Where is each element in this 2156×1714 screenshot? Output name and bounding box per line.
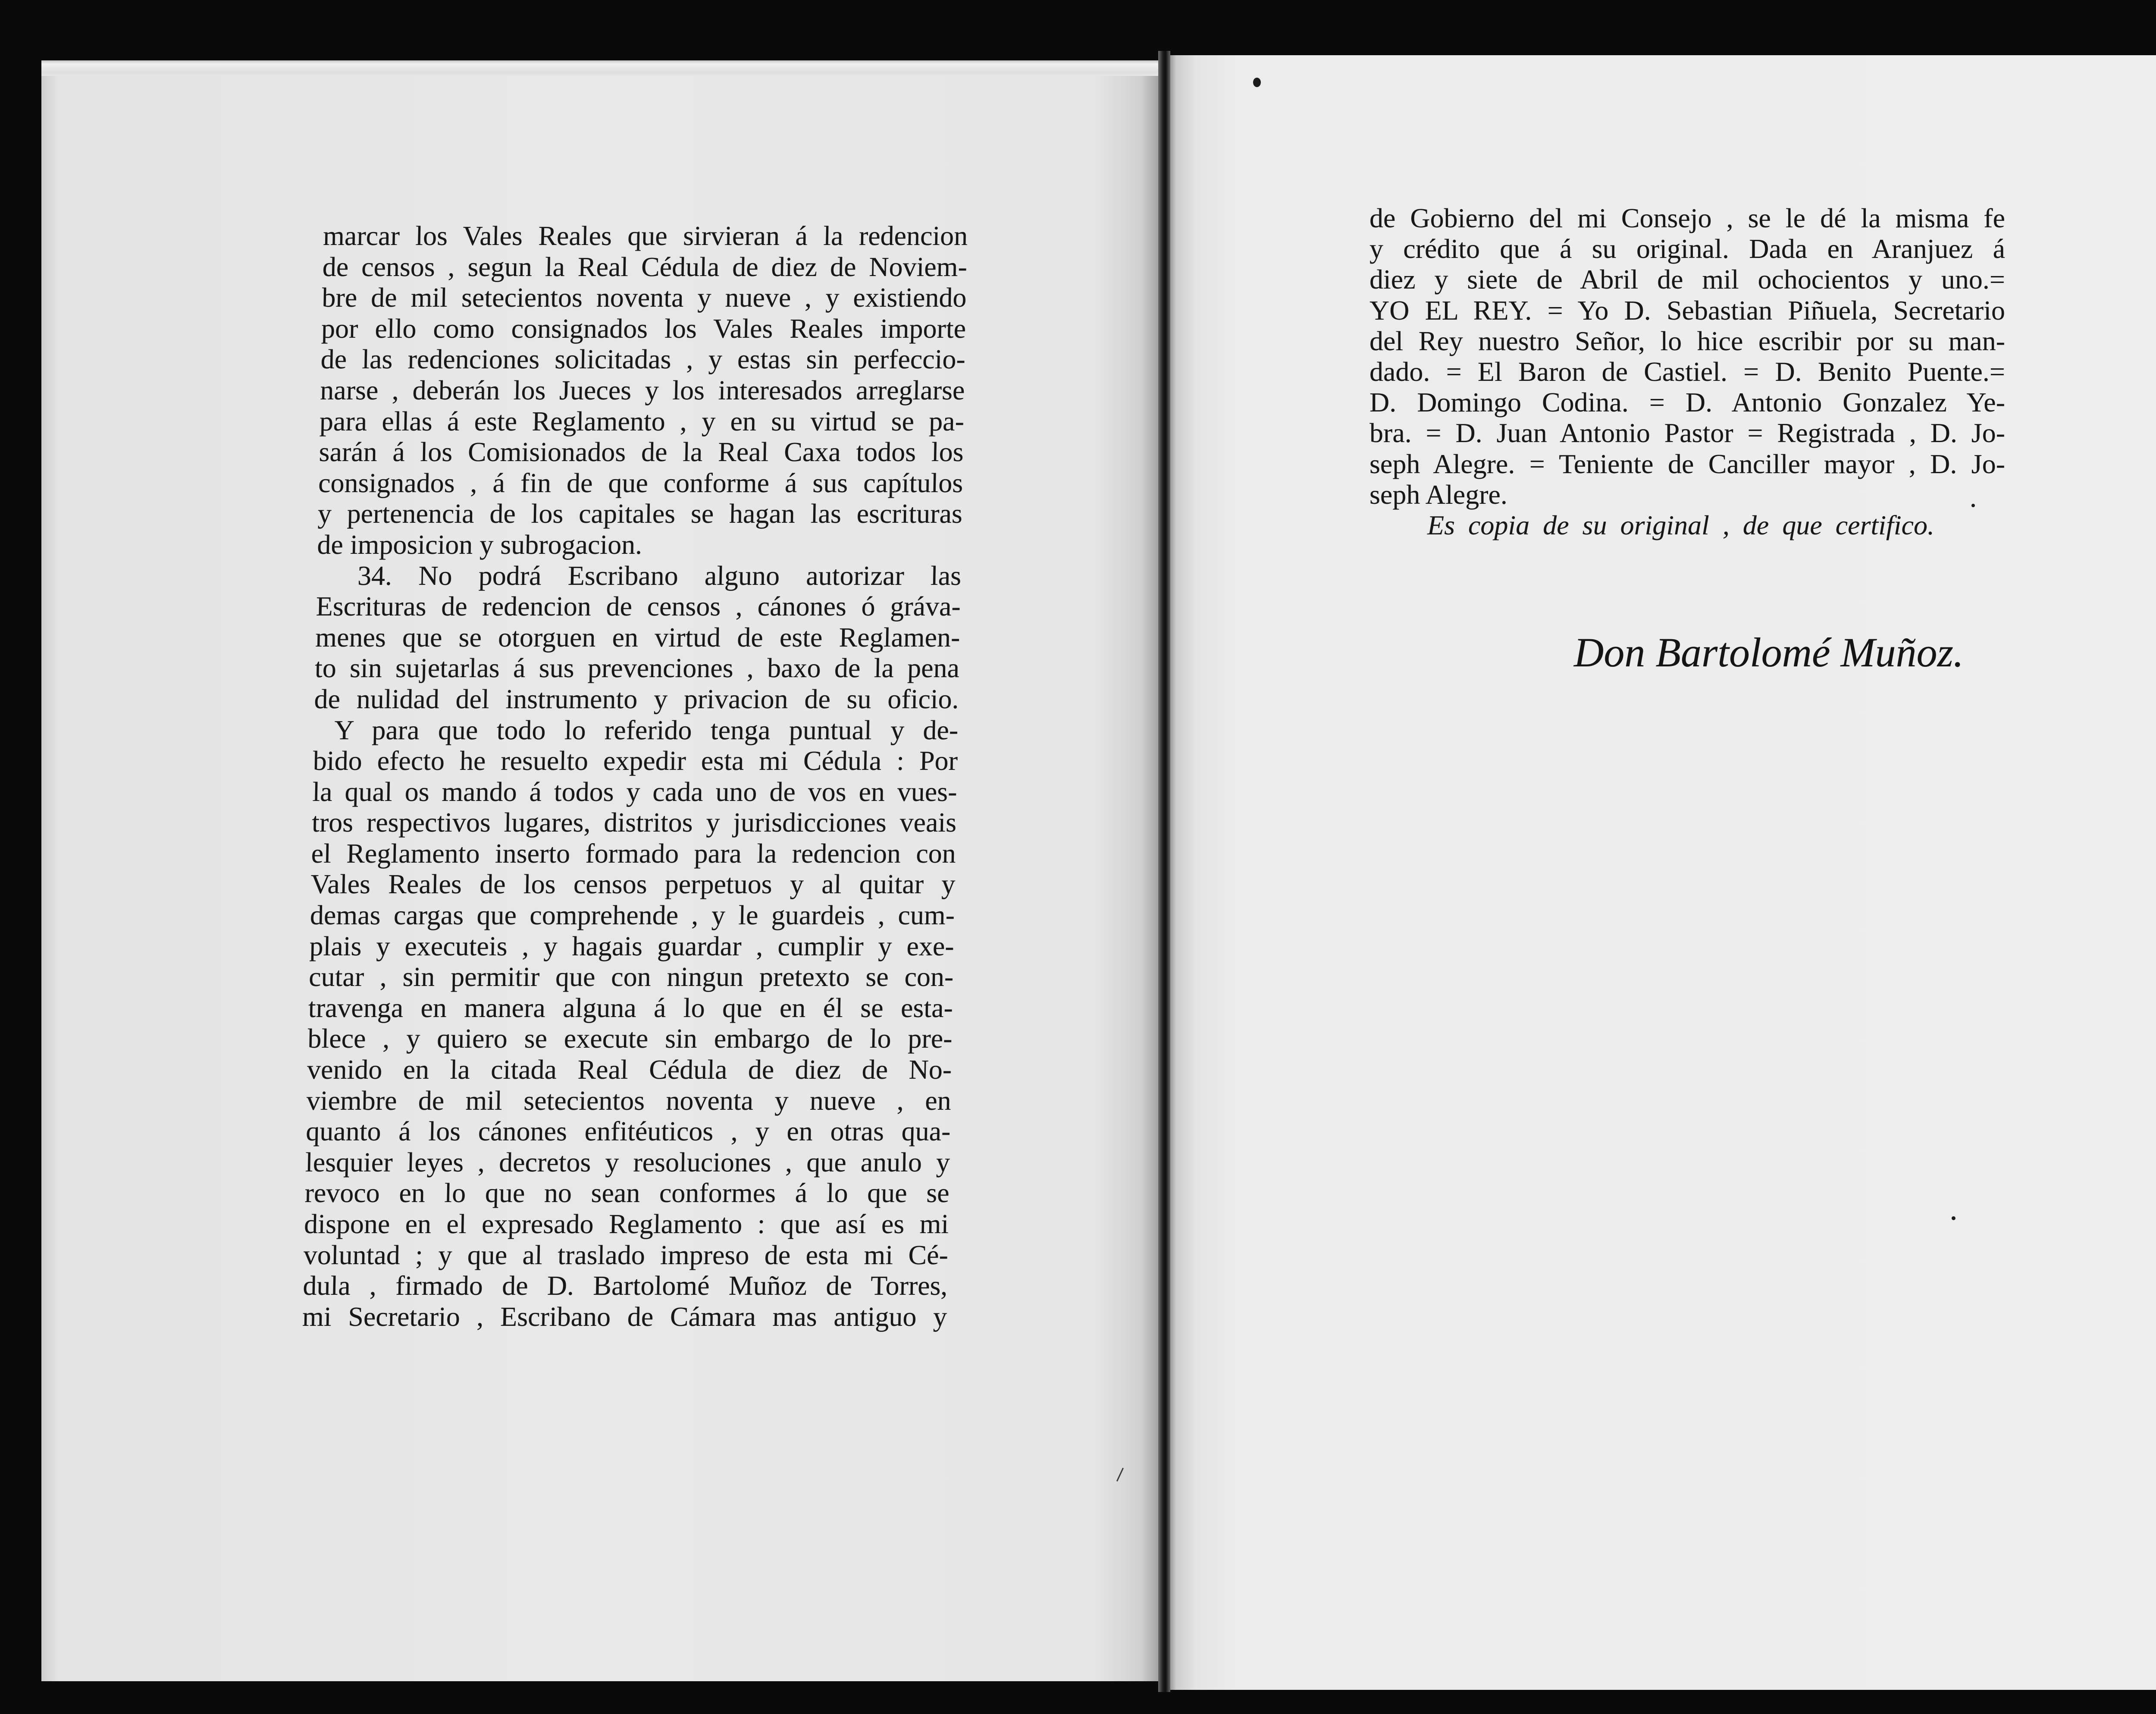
text-line: seph Alegre. = Teniente de Canciller mayor , D. Jo- xyxy=(1369,448,2005,479)
text-line: por ello como consignados los Vales Reales importe xyxy=(321,313,966,344)
ink-speck xyxy=(1253,78,1261,87)
certification-line: Es copia de su original , de que certifico. xyxy=(1427,510,1934,541)
text-line: Vales Reales de los censos perpetuos y al quitar y xyxy=(310,869,956,900)
paper-scratch xyxy=(1116,1468,1124,1482)
text-line: D. Domingo Codina. = D. Antonio Gonzalez Ye- xyxy=(1369,387,2005,418)
text-line: narse , deberán los Jueces y los interesados arreglarse xyxy=(320,374,965,405)
text-line: el Reglamento inserto formado para la redencion con xyxy=(311,838,956,869)
text-line: dispone en el expresado Reglamento : que así es mi xyxy=(304,1209,950,1239)
text-line: bre de mil setecientos noventa y nueve , y existiendo xyxy=(321,282,967,313)
text-line: viembre de mil setecientos noventa y nueve , en xyxy=(306,1085,952,1116)
text-line: la qual os mando á todos y cada uno de vos en vues- xyxy=(312,776,958,807)
text-line: YO EL REY. = Yo D. Sebastian Piñuela, Secretario xyxy=(1369,295,2005,326)
text-line: plais y executeis , y hagais guardar , cumplir y exe- xyxy=(309,930,955,961)
text-line: y pertenencia de los capitales se hagan las escrituras xyxy=(317,498,963,529)
left-page xyxy=(41,60,1158,1681)
text-line: marcar los Vales Reales que sirvieran á la redencion xyxy=(323,220,968,251)
text-line: bra. = D. Juan Antonio Pastor = Registrada , D. Jo- xyxy=(1369,418,2005,449)
text-line: revoco en lo que no sean conformes á lo que se xyxy=(304,1177,950,1209)
text-line: dado. = El Baron de Castiel. = D. Benito Puente.= xyxy=(1369,356,2005,387)
paragraph xyxy=(302,715,959,1332)
signature: Don Bartolomé Muñoz. xyxy=(1574,629,1964,675)
text-line: sarán á los Comisionados de la Real Caxa todos los xyxy=(319,436,964,468)
text-line: de Gobierno del mi Consejo , se le dé la misma fe xyxy=(1369,203,2005,233)
text-line: Escrituras de redencion de censos , cánones ó gráva- xyxy=(316,591,961,622)
text-line: quanto á los cánones enfitéuticos , y en otras qua- xyxy=(305,1116,951,1147)
ink-speck xyxy=(1971,504,1975,507)
text-line: diez y siete de Abril de mil ochocientos y uno.= xyxy=(1369,264,2005,295)
right-text-block xyxy=(1369,203,2005,540)
text-line: para ellas á este Reglamento , y en su virtud se pa- xyxy=(319,405,965,436)
text-line: de imposicion y subrogacion. xyxy=(317,529,642,560)
left-text-block xyxy=(302,220,968,1332)
book-spine xyxy=(1158,51,1170,1692)
text-line: menes que se otorguen en virtud de este Reglamen- xyxy=(315,622,961,653)
text-line: mi Secretario , Escribano de Cámara mas antiguo y xyxy=(302,1301,947,1332)
text-line: voluntad ; y que al traslado impreso de esta mi Cé- xyxy=(303,1239,949,1270)
text-line: bido efecto he resuelto expedir esta mi Cédula : Por xyxy=(313,745,958,776)
text-line: cutar , sin permitir que con ningun pretexto se con- xyxy=(308,961,954,992)
paragraph xyxy=(1369,203,2005,510)
paragraph xyxy=(314,560,962,715)
text-line: consignados , á fin de que conforme á sus capítulos xyxy=(318,467,964,498)
text-line: 34. No podrá Escribano alguno autorizar las xyxy=(357,560,962,591)
text-line: de censos , segun la Real Cédula de diez de Noviem- xyxy=(322,251,968,282)
text-line: de nulidad del instrumento y privacion de su oficio. xyxy=(314,683,959,714)
text-line: to sin sujetarlas á sus prevenciones , baxo de la pena xyxy=(314,653,960,684)
text-line: dula , firmado de D. Bartolomé Muñoz de Torres, xyxy=(302,1270,948,1301)
text-line: y crédito que á su original. Dada en Aranjuez á xyxy=(1369,233,2005,264)
ink-speck xyxy=(1952,1216,1955,1220)
text-line: travenga en manera alguna á lo que en él se esta- xyxy=(308,992,953,1023)
text-line: demas cargas que comprehende , y le guardeis , cum- xyxy=(310,900,955,931)
paragraph xyxy=(317,220,968,560)
text-line: Y para que todo lo referido tenga puntual y de- xyxy=(334,714,959,745)
text-line: del Rey nuestro Señor, lo hice escribir por su man- xyxy=(1369,325,2005,356)
page-top-edge xyxy=(41,60,1158,76)
text-line: lesquier leyes , decretos y resoluciones , que anulo y xyxy=(305,1146,950,1177)
text-line: blece , y quiero se execute sin embargo de lo pre- xyxy=(307,1023,953,1054)
text-line: seph Alegre. xyxy=(1369,479,1507,510)
text-line: venido en la citada Real Cédula de diez de No- xyxy=(307,1054,952,1085)
text-line: de las redenciones solicitadas , y estas sin perfeccio- xyxy=(320,344,966,375)
text-line: tros respectivos lugares, distritos y jurisdicciones veais xyxy=(311,807,957,838)
right-page xyxy=(1170,55,2156,1690)
